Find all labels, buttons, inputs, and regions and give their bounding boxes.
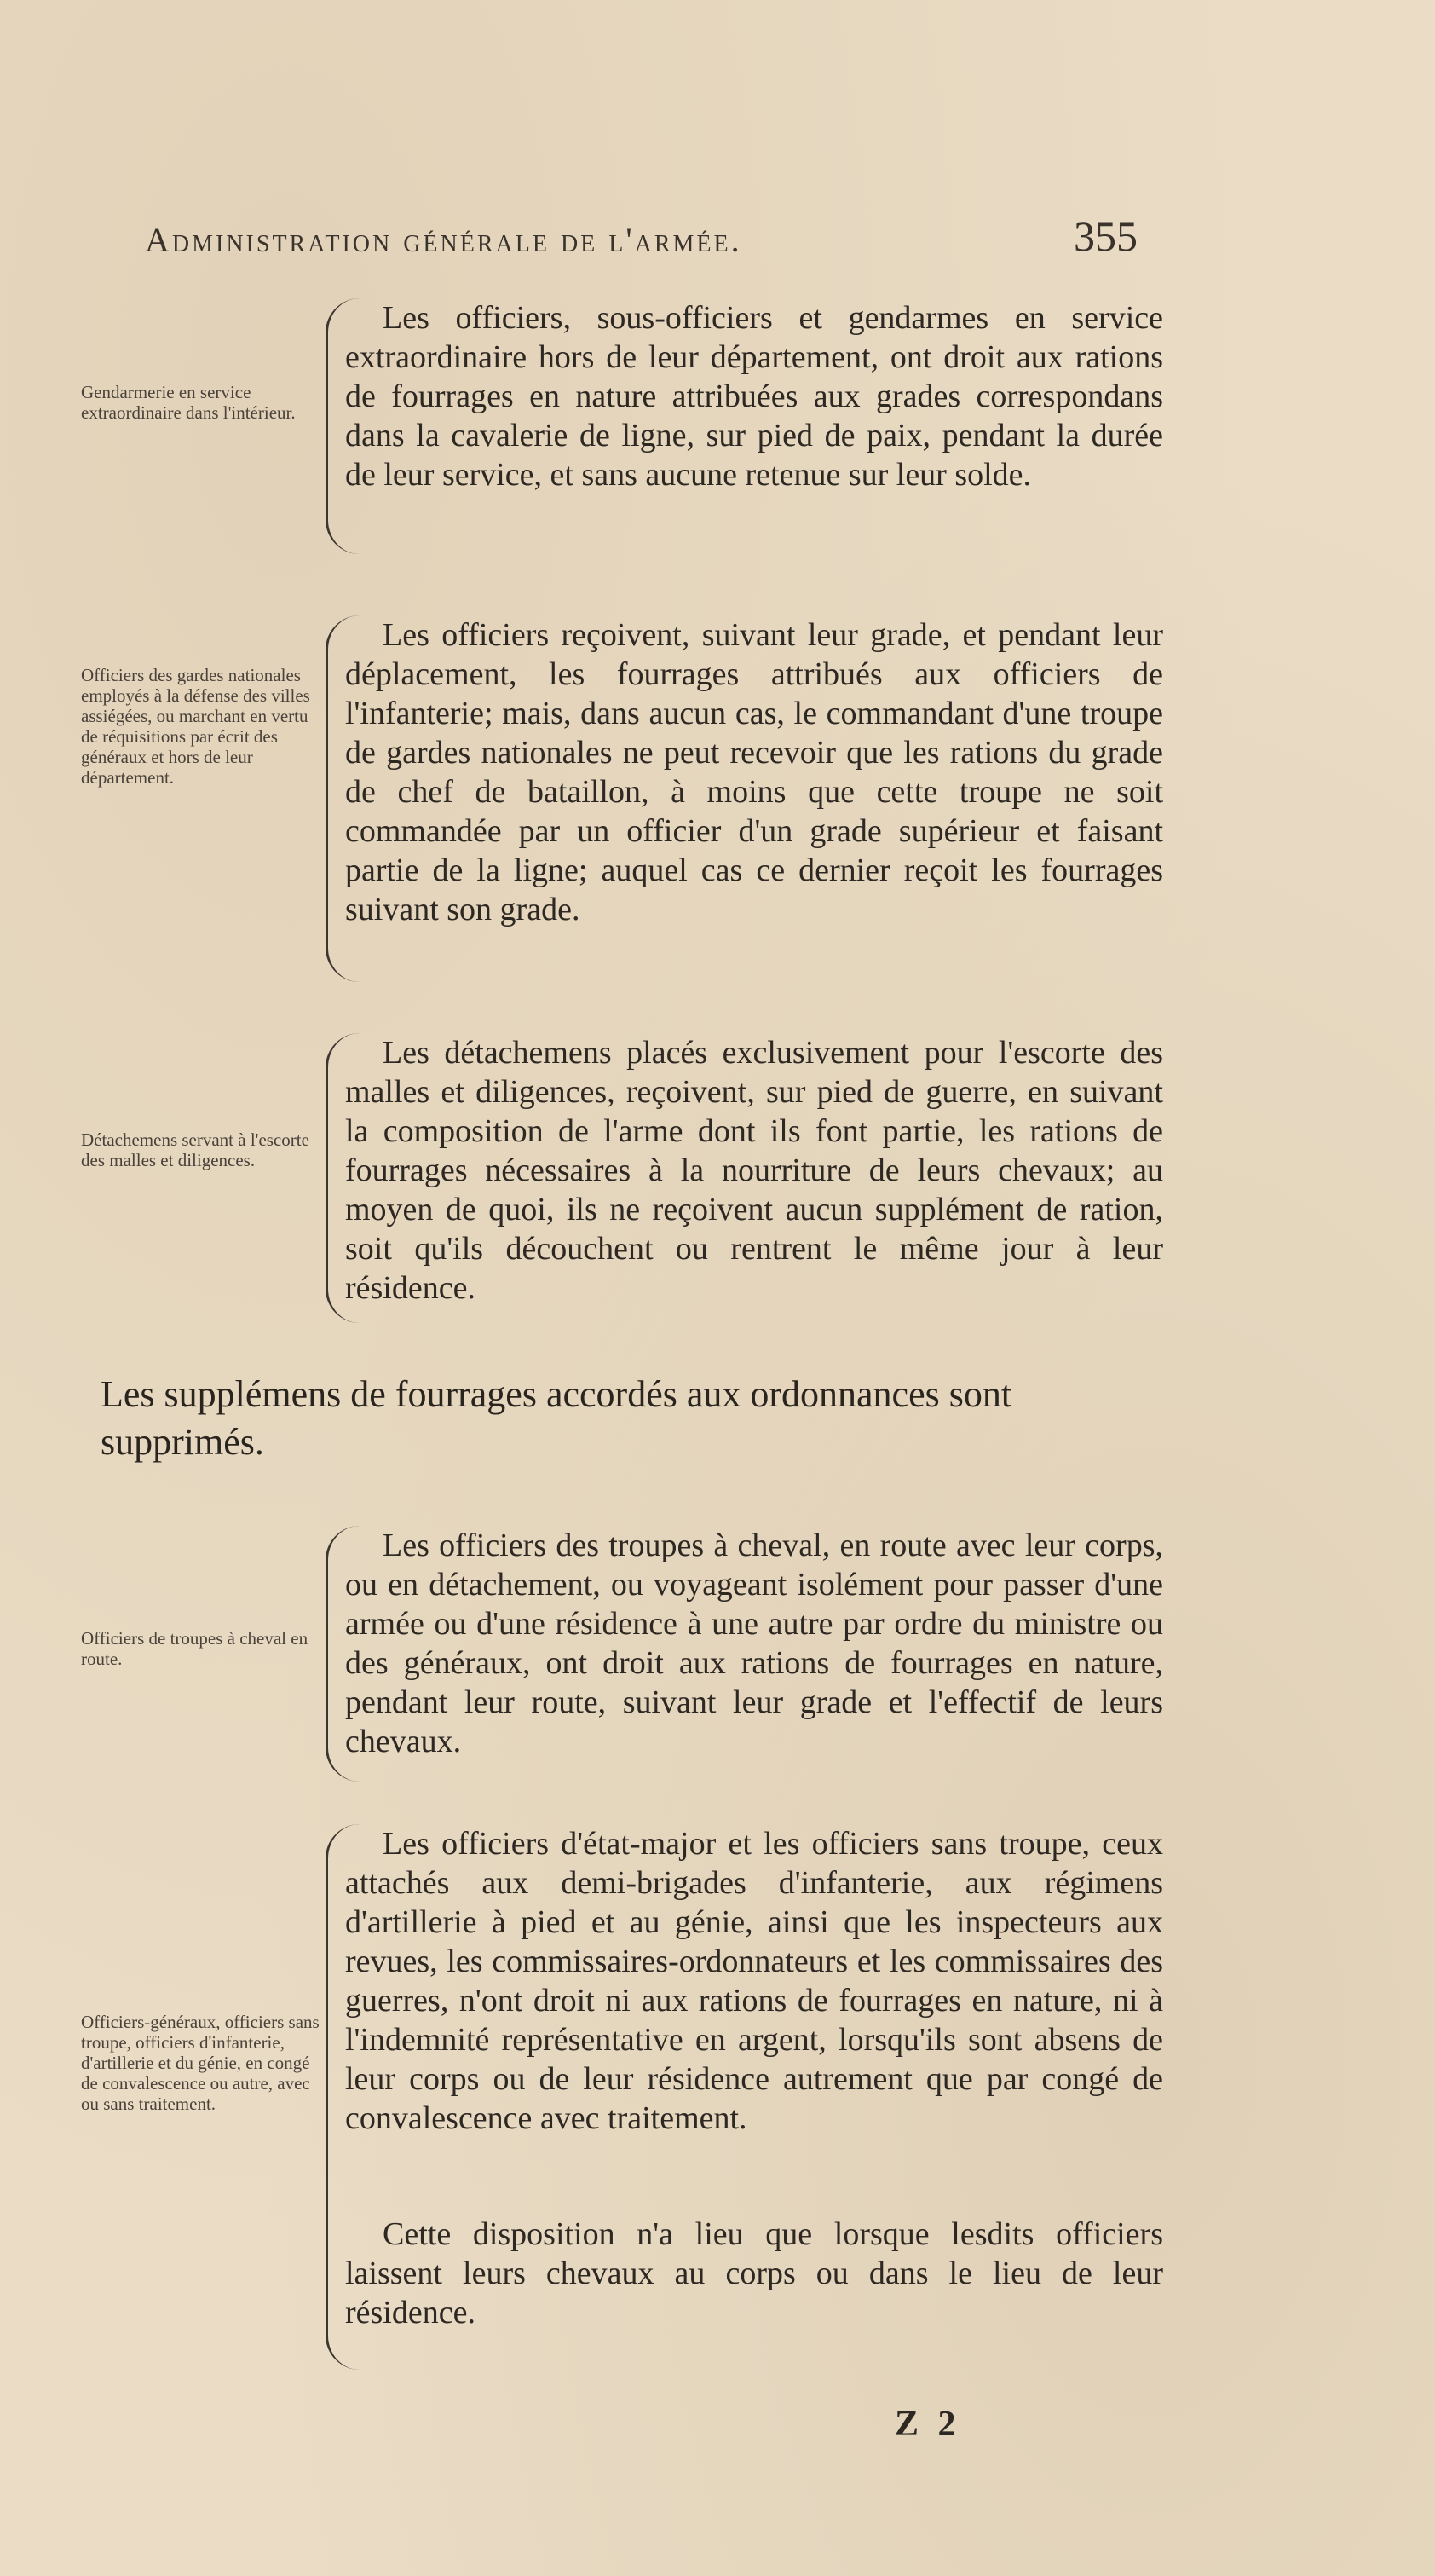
margin-note: Officiers de troupes à cheval en route. (81, 1628, 308, 1669)
margin-note: Détachemens servant à l'escorte des malles et diligences. (81, 1129, 309, 1170)
margin-note: Gendarmerie en service extraordinaire dans l'intérieur. (81, 382, 296, 423)
paragraph: Les officiers reçoivent, suivant leur grade, et pendant leur déplacement, les fourrages attribués aux officiers de l'infanterie; mais, dans aucun cas, le commandant d'une troupe de gardes nationales ne peut recevoir que les rations du grade de chef de bataillon, à moins que cette troupe ne soit commandée par un officier d'un grade supérieur et faisant partie de la ligne; auquel cas ce dernier reçoit les fourrages suivant son grade. (345, 617, 1163, 927)
running-title: Administration générale de l'armée. (145, 221, 742, 259)
paragraph: Cette disposition n'a lieu que lorsque lesdits officiers laissent leurs chevaux au corps ou dans le lieu de leur résidence. (345, 2216, 1163, 2331)
paragraph: Les officiers des troupes à cheval, en route avec leur corps, ou en détachement, ou voyageant isolément pour passer d'une armée ou d'une résidence à une autre par ordre du ministre ou des généraux, ont droit aux rations de fourrages en nature, pendant leur route, suivant leur grade et l'effectif de leurs chevaux. (345, 1528, 1163, 1759)
paragraph: Les détachemens placés exclusivement pour l'escorte des malles et diligences, reçoivent, sur pied de guerre, en suivant la composition de l'arme dont ils font partie, les rations de fourrages nécessaires à la nourriture de leurs chevaux; au moyen de quoi, ils ne reçoivent aucun supplément de ration, soit qu'ils découchent ou rentrent le même jour à leur résidence. (345, 1035, 1163, 1306)
margin-note: Officiers des gardes nationales employés à la défense des villes assiégées, ou marchant en vertu de réquisitions par écrit des généraux et hors de leur département. (81, 665, 310, 788)
section-heading: Les supplémens de fourrages accordés aux ordonnances sont supprimés. (101, 1373, 1012, 1463)
paragraph: Les officiers d'état-major et les officiers sans troupe, ceux attachés aux demi-brigades d'infanterie, aux régimens d'artillerie à pied et au génie, ainsi que les inspecteurs aux revues, les commissaires-ordonnateurs et les commissaires des guerres, n'ont droit ni aux rations de fourrages en nature, ni à l'indemnité représentative en argent, lorsqu'ils sont absens de leur corps ou de leur résidence autrement que par congé de convalescence avec traitement. (345, 1826, 1163, 2136)
margin-note: Officiers-généraux, officiers sans troupe, officiers d'infanterie, d'artillerie et du génie, en congé de convalescence ou autre, avec ou sans traitement. (81, 2012, 320, 2114)
page-number: 355 (1074, 212, 1138, 260)
paragraph: Les officiers, sous-officiers et gendarmes en service extraordinaire hors de leur département, ont droit aux rations de fourrages en nature attribuées aux grades correspondans dans la cavalerie de ligne, sur pied de paix, pendant la durée de leur service, et sans aucune retenue sur leur solde. (345, 300, 1163, 493)
signature-mark: Z 2 (895, 2405, 961, 2444)
